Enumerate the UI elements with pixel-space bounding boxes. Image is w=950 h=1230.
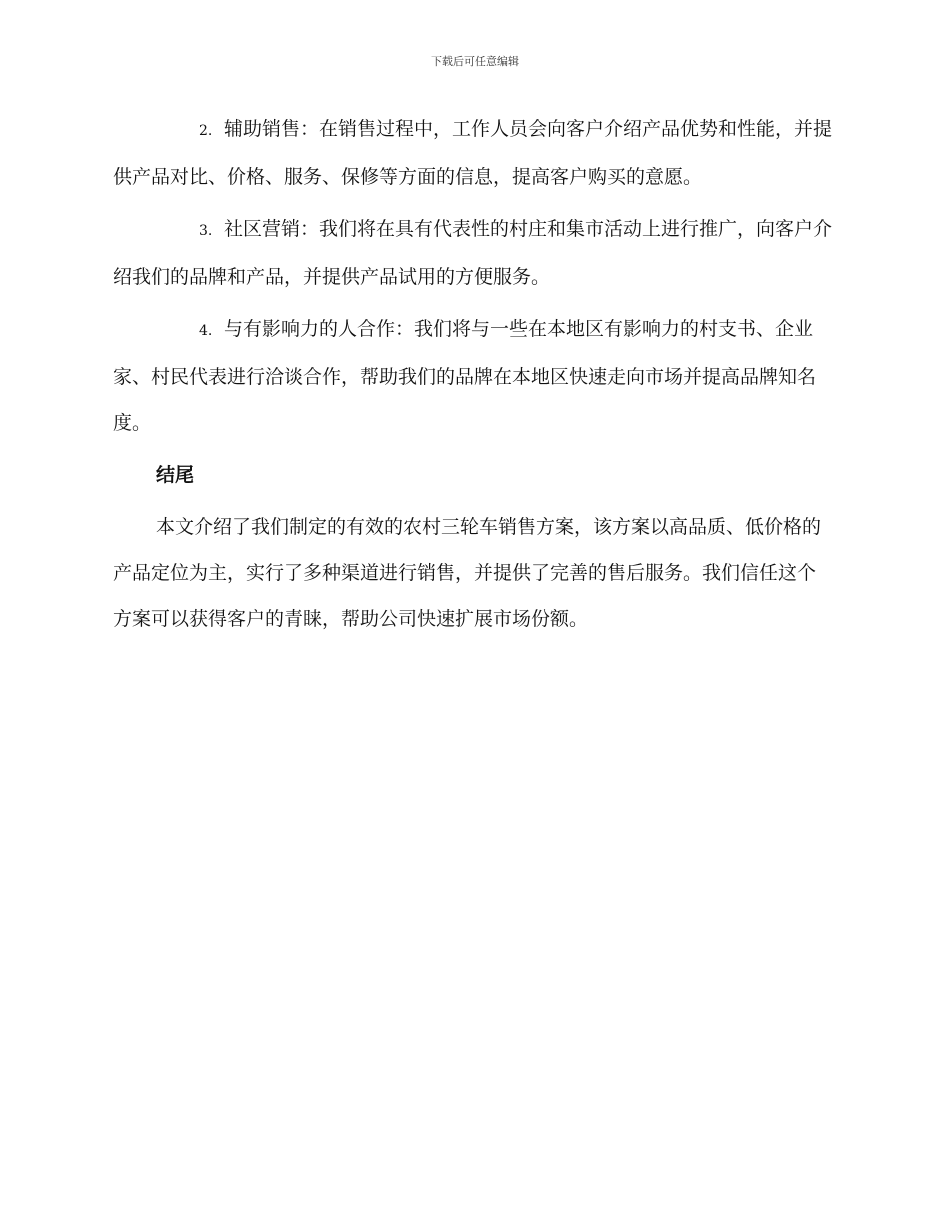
list-item-2 — [113, 106, 833, 200]
list-number: 4. — [199, 323, 213, 339]
list-item-text: 与有影响力的人合作：我们将与一些在本地区有影响力的村支书、企业家、村民代表进行洽谈合作，帮助我们的品牌在本地区快速走向市场并提高品牌知名度。 — [113, 318, 817, 434]
page-header: 下载后可任意编辑 — [431, 55, 519, 68]
list-item-text: 辅助销售：在销售过程中，工作人员会向客户介绍产品优势和性能，并提供产品对比、价格、服务、保修等方面的信息，提高客户购买的意愿。 — [113, 118, 833, 188]
document-body — [113, 106, 833, 648]
section-heading: 结尾 — [156, 464, 195, 486]
conclusion-paragraph: 本文介绍了我们制定的有效的农村三轮车销售方案，该方案以高品质、低价格的产品定位为主，实行了多种渠道进行销售，并提供了完善的售后服务。我们信任这个方案可以获得客户的青睐，帮助公司快速扩展市场份额。 — [113, 516, 822, 630]
list-item-text: 社区营销：我们将在具有代表性的村庄和集市活动上进行推广，向客户介绍我们的品牌和产品，并提供产品试用的方便服务。 — [113, 218, 833, 288]
list-item-4 — [113, 306, 833, 446]
list-number: 3. — [199, 223, 213, 239]
list-item-3 — [113, 206, 833, 300]
list-number: 2. — [199, 123, 213, 139]
